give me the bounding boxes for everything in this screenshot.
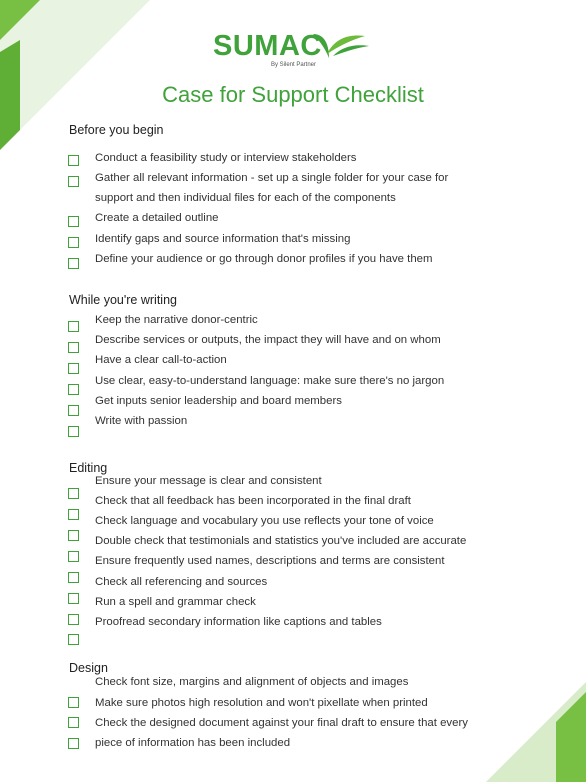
checkbox[interactable] [68,405,79,416]
checkbox[interactable] [68,426,79,437]
checkbox[interactable] [68,634,79,645]
section-heading-while-writing: While you're writing [69,293,177,307]
checkbox[interactable] [68,384,79,395]
checkbox[interactable] [68,176,79,187]
leaf-logo-icon [313,28,373,62]
checklist-item: Identify gaps and source information that's missing [95,233,351,245]
checklist-item: Use clear, easy-to-understand language: make sure there's no jargon [95,375,445,387]
checklist-item: Run a spell and grammar check [95,596,256,608]
checkbox[interactable] [68,342,79,353]
checkbox[interactable] [68,155,79,166]
checklist-item: Conduct a feasibility study or interview stakeholders [95,152,357,164]
checkbox[interactable] [68,488,79,499]
checkbox[interactable] [68,551,79,562]
checklist-item: Gather all relevant information - set up a single folder for your case for [95,172,449,184]
checklist-item: Proofread secondary information like captions and tables [95,616,382,628]
section-heading-before-you-begin: Before you begin [69,123,164,137]
checkbox[interactable] [68,509,79,520]
checklist-item: Write with passion [95,415,188,427]
checkbox[interactable] [68,321,79,332]
checkbox[interactable] [68,237,79,248]
checklist-item: Define your audience or go through donor profiles if you have them [95,253,433,265]
checklist-item: support and then individual files for each of the components [95,192,396,204]
checklist-item: Make sure photos high resolution and won't pixellate when printed [95,697,428,709]
checklist-item: Check that all feedback has been incorporated in the final draft [95,495,411,507]
page-title: Case for Support Checklist [162,82,424,107]
checklist-item: Check all referencing and sources [95,576,268,588]
logo-text: SUMAC [213,30,322,62]
checklist-item: Check language and vocabulary you use reflects your tone of voice [95,515,434,527]
checklist-item: Keep the narrative donor-centric [95,314,258,326]
logo-subtitle: By Silent Partner [271,62,317,68]
bottom-right-corner-accent [486,682,586,782]
checkbox[interactable] [68,614,79,625]
section-heading-design: Design [69,661,108,675]
checkbox[interactable] [68,738,79,749]
checkbox[interactable] [68,717,79,728]
checklist-item: Double check that testimonials and statistics you've included are accurate [95,535,467,547]
checkbox[interactable] [68,216,79,227]
checkbox[interactable] [68,593,79,604]
checklist-item: Create a detailed outline [95,212,219,224]
checkbox[interactable] [68,697,79,708]
checkbox[interactable] [68,363,79,374]
checklist-item: Describe services or outputs, the impact they will have and on whom [95,334,441,346]
checklist-item: Check the designed document against your final draft to ensure that every [95,717,468,729]
checkbox[interactable] [68,572,79,583]
checkbox[interactable] [68,530,79,541]
checklist-item: Check font size, margins and alignment of objects and images [95,676,409,688]
checklist-item: Ensure your message is clear and consistent [95,475,322,487]
checkbox[interactable] [68,258,79,269]
checklist-item: Ensure frequently used names, descriptions and terms are consistent [95,555,445,567]
checklist-item: Get inputs senior leadership and board members [95,395,342,407]
section-heading-editing: Editing [69,461,108,475]
checklist-item: Have a clear call-to-action [95,354,227,366]
sumac-logo [213,28,383,70]
checklist-item: piece of information has been included [95,737,291,749]
